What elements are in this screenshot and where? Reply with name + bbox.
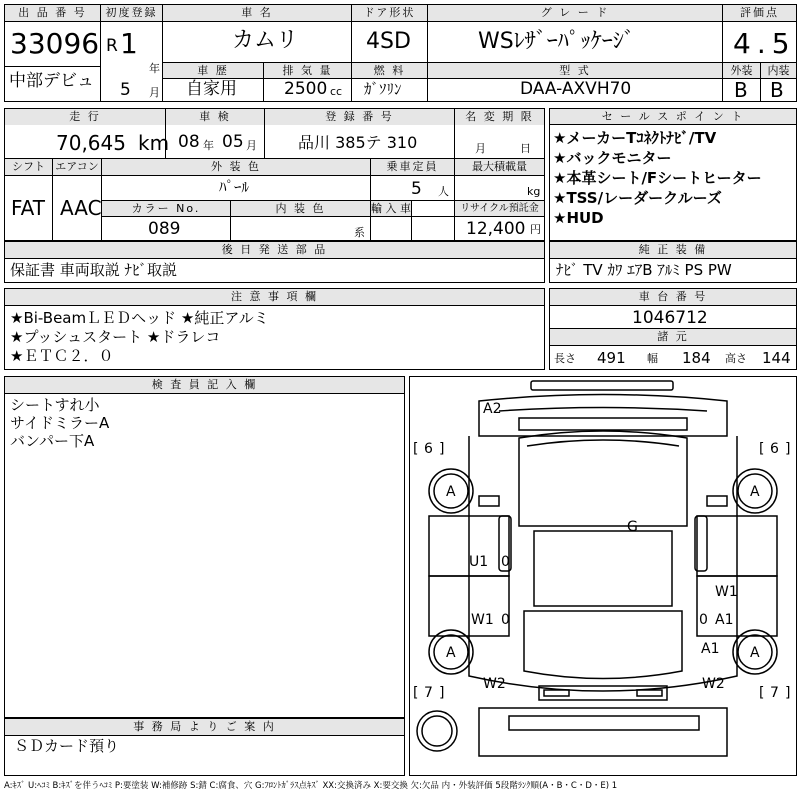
name-change-label: 名 変 期 限 bbox=[455, 109, 544, 125]
divider bbox=[549, 124, 797, 125]
displacement: 2500 bbox=[284, 79, 328, 99]
damage-a1-bottom: A1 bbox=[701, 641, 720, 657]
inspector-line: サイドミラーA bbox=[10, 414, 110, 432]
displacement-unit: cc bbox=[330, 85, 343, 98]
model: DAA-AXVH70 bbox=[520, 79, 632, 99]
sales-point: ★バックモニター bbox=[553, 149, 672, 167]
name-change-day: 日 bbox=[520, 142, 531, 155]
divider bbox=[549, 345, 797, 346]
tire-tread-rl: 7 bbox=[424, 685, 433, 701]
shift: FAT bbox=[11, 196, 46, 220]
inspection-year-unit: 年 bbox=[203, 139, 214, 152]
inspector-lines bbox=[10, 396, 109, 450]
capacity: 5 bbox=[411, 179, 422, 199]
recycle-label: リサイクル預託金 bbox=[455, 201, 544, 216]
reg-year: 1 bbox=[120, 27, 138, 60]
mileage-unit: km bbox=[138, 131, 170, 155]
displacement-label: 排 気 量 bbox=[264, 63, 351, 78]
damage-w1-left: W1 bbox=[471, 612, 494, 628]
tire-bracket-open: [ bbox=[759, 685, 765, 701]
divider bbox=[4, 21, 797, 22]
sales-points-label: セ ー ル ス ポ イ ン ト bbox=[550, 109, 796, 125]
int-color-unit: 系 bbox=[354, 226, 365, 239]
fuel-label: 燃 料 bbox=[352, 63, 427, 78]
door-type: 4SD bbox=[366, 29, 411, 54]
year-unit: 年 bbox=[149, 62, 160, 75]
grade: WSﾚｻﾞｰﾊﾟｯｹｰｼﾞ bbox=[478, 29, 635, 54]
tire-bracket-open: [ bbox=[759, 441, 765, 457]
legend: A:ｷｽﾞ U:ﾍｺﾐ B:ｷｽﾞを伴うﾍｺﾐ P:要塗装 W:補修跡 S:錆 C:腐食、穴 G:ﾌﾛﾝﾄｶﾞﾗｽ点ｷｽﾞ XX:交換済み X:要交換 欠:欠品 内・外装評価 5段階ﾗﾝｸ順(A・B・C・D・E) 1 bbox=[4, 781, 618, 791]
genuine-label: 純 正 装 備 bbox=[550, 242, 796, 258]
lot-note: 中部デビュ bbox=[9, 71, 94, 91]
width: 184 bbox=[682, 349, 711, 367]
recycle-amount: 12,400 bbox=[466, 219, 526, 239]
import-label: 輸 入 車 bbox=[371, 202, 411, 215]
divider bbox=[4, 305, 545, 306]
inspector-line: シートすれ小 bbox=[10, 396, 100, 414]
history-label: 車 歴 bbox=[163, 63, 263, 78]
mileage: 70,645 bbox=[56, 131, 126, 155]
tire-bracket-close: ] bbox=[785, 441, 791, 457]
color-no: 089 bbox=[148, 219, 181, 239]
car-name-label: 車 名 bbox=[163, 5, 351, 21]
divider bbox=[162, 78, 722, 79]
color-label: 外 装 色 bbox=[102, 159, 370, 175]
divider bbox=[101, 216, 545, 217]
inspection-month-unit: 月 bbox=[246, 139, 257, 152]
wheel-a: A bbox=[446, 484, 456, 500]
mileage-label: 走 行 bbox=[5, 109, 165, 125]
reg-month: 5 bbox=[120, 80, 131, 100]
later-parts-label: 後 日 発 送 部 品 bbox=[5, 242, 544, 258]
divider bbox=[549, 305, 797, 306]
later-parts-text: 保証書 車両取説 ﾅﾋﾞ取説 bbox=[10, 261, 178, 279]
damage-w1-right: W1 bbox=[715, 584, 738, 600]
tire-tread-fl: 6 bbox=[424, 441, 433, 457]
divider bbox=[4, 175, 545, 176]
damage-g: G bbox=[627, 519, 638, 535]
tire-bracket-close: ] bbox=[785, 685, 791, 701]
model-label: 型 式 bbox=[428, 63, 722, 78]
color: ﾊﾟｰﾙ bbox=[219, 178, 250, 196]
note-line: ★ＥＴＣ２．０ bbox=[10, 347, 114, 365]
wheel-a: A bbox=[446, 645, 456, 661]
damage-w2-left: W2 bbox=[483, 676, 506, 692]
tire-bracket-close: ] bbox=[439, 685, 445, 701]
load-label: 最大積載量 bbox=[455, 159, 544, 175]
tire-bracket-open: [ bbox=[413, 441, 419, 457]
score: 4.5 bbox=[733, 27, 796, 60]
damage-u1: U1 bbox=[469, 554, 489, 570]
tire-bracket-close: ] bbox=[439, 441, 445, 457]
height-label: 高さ bbox=[725, 352, 747, 365]
length: 491 bbox=[597, 349, 626, 367]
divider bbox=[549, 258, 797, 259]
divider bbox=[4, 66, 100, 67]
plate-number: 品川 385テ 310 bbox=[298, 133, 418, 152]
damage-w2-right: W2 bbox=[702, 676, 725, 692]
fuel: ｶﾞｿﾘﾝ bbox=[364, 80, 402, 98]
first-reg-label: 初度登録 bbox=[101, 5, 162, 21]
tread-0: 0 bbox=[501, 554, 510, 570]
ac: AAC bbox=[60, 196, 102, 220]
genuine-text: ﾅﾋﾞ TV ｶﾜ ｴｱB ｱﾙﾐ PS PW bbox=[556, 261, 732, 279]
inspection-year: 08 bbox=[178, 132, 200, 152]
height: 144 bbox=[762, 349, 791, 367]
divider bbox=[4, 258, 545, 259]
length-label: 長さ bbox=[554, 352, 576, 365]
grade-label: グ レ ー ド bbox=[428, 5, 722, 21]
car-name: カムリ bbox=[232, 28, 299, 53]
door-label: ドア形状 bbox=[352, 5, 427, 21]
ext-grade: B bbox=[734, 78, 748, 102]
int-grade: B bbox=[770, 78, 784, 102]
plate-label: 登 録 番 号 bbox=[265, 109, 454, 125]
name-change-month: 月 bbox=[475, 142, 486, 155]
notes-label: 注 意 事 項 欄 bbox=[5, 289, 544, 305]
history: 自家用 bbox=[186, 79, 237, 99]
capacity-unit: 人 bbox=[438, 185, 449, 198]
note-line: ★Bi-BeamＬＥＤヘッド ★純正アルミ bbox=[10, 309, 269, 327]
load-unit: kg bbox=[527, 185, 541, 198]
capacity-label: 乗車定員 bbox=[371, 159, 454, 175]
inspector-line: バンパー下A bbox=[10, 432, 95, 450]
recycle-unit: 円 bbox=[530, 223, 541, 236]
wheel-a: A bbox=[750, 484, 760, 500]
inspection-month: 05 bbox=[222, 132, 244, 152]
lot-no-label: 出 品 番 号 bbox=[5, 5, 100, 21]
car-diagram bbox=[409, 376, 797, 776]
sales-point: ★メーカーTｺﾈｸﾄﾅﾋﾞ/TV bbox=[553, 129, 717, 147]
width-label: 幅 bbox=[647, 352, 658, 365]
note-line: ★プッシュスタート ★ドラレコ bbox=[10, 328, 221, 346]
divider bbox=[4, 393, 405, 394]
sales-point: ★本革シート/Fシートヒーター bbox=[553, 169, 762, 187]
era: R bbox=[106, 36, 118, 56]
damage-a2: A2 bbox=[483, 401, 502, 417]
chassis-label: 車 台 番 号 bbox=[550, 289, 796, 305]
office-text: ＳＤカード預り bbox=[14, 737, 120, 755]
office-label: 事 務 局 よ り ご 案 内 bbox=[5, 719, 404, 735]
tire-bracket-open: [ bbox=[413, 685, 419, 701]
inspection-label: 車 検 bbox=[166, 109, 264, 125]
color-no-label: カラー No. bbox=[102, 201, 230, 216]
dims-label: 諸 元 bbox=[550, 329, 796, 345]
divider bbox=[4, 735, 405, 736]
shift-label: シフト bbox=[5, 159, 52, 175]
ac-label: エアコン bbox=[53, 159, 101, 175]
sales-point: ★TSS/レーダークルーズ bbox=[553, 189, 722, 207]
damage-a1-top: A1 bbox=[715, 612, 734, 628]
divider bbox=[411, 200, 412, 241]
notes-lines bbox=[10, 309, 269, 366]
int-label: 内装 bbox=[761, 63, 796, 78]
tire-tread-rr: 7 bbox=[770, 685, 779, 701]
sales-points-list bbox=[553, 128, 796, 228]
score-label: 評価点 bbox=[723, 5, 796, 21]
tire-tread-fr: 6 bbox=[770, 441, 779, 457]
ext-label: 外装 bbox=[723, 63, 760, 78]
chassis-number: 1046712 bbox=[632, 308, 708, 328]
inspector-label: 検 査 員 記 入 欄 bbox=[5, 377, 404, 393]
tread-0: 0 bbox=[501, 612, 510, 628]
lot-number: 33096 bbox=[10, 27, 100, 60]
tread-0: 0 bbox=[699, 612, 708, 628]
wheel-a: A bbox=[750, 645, 760, 661]
month-unit: 月 bbox=[149, 86, 160, 99]
int-color-label: 内 装 色 bbox=[231, 201, 370, 216]
sales-point: ★HUD bbox=[553, 209, 604, 227]
